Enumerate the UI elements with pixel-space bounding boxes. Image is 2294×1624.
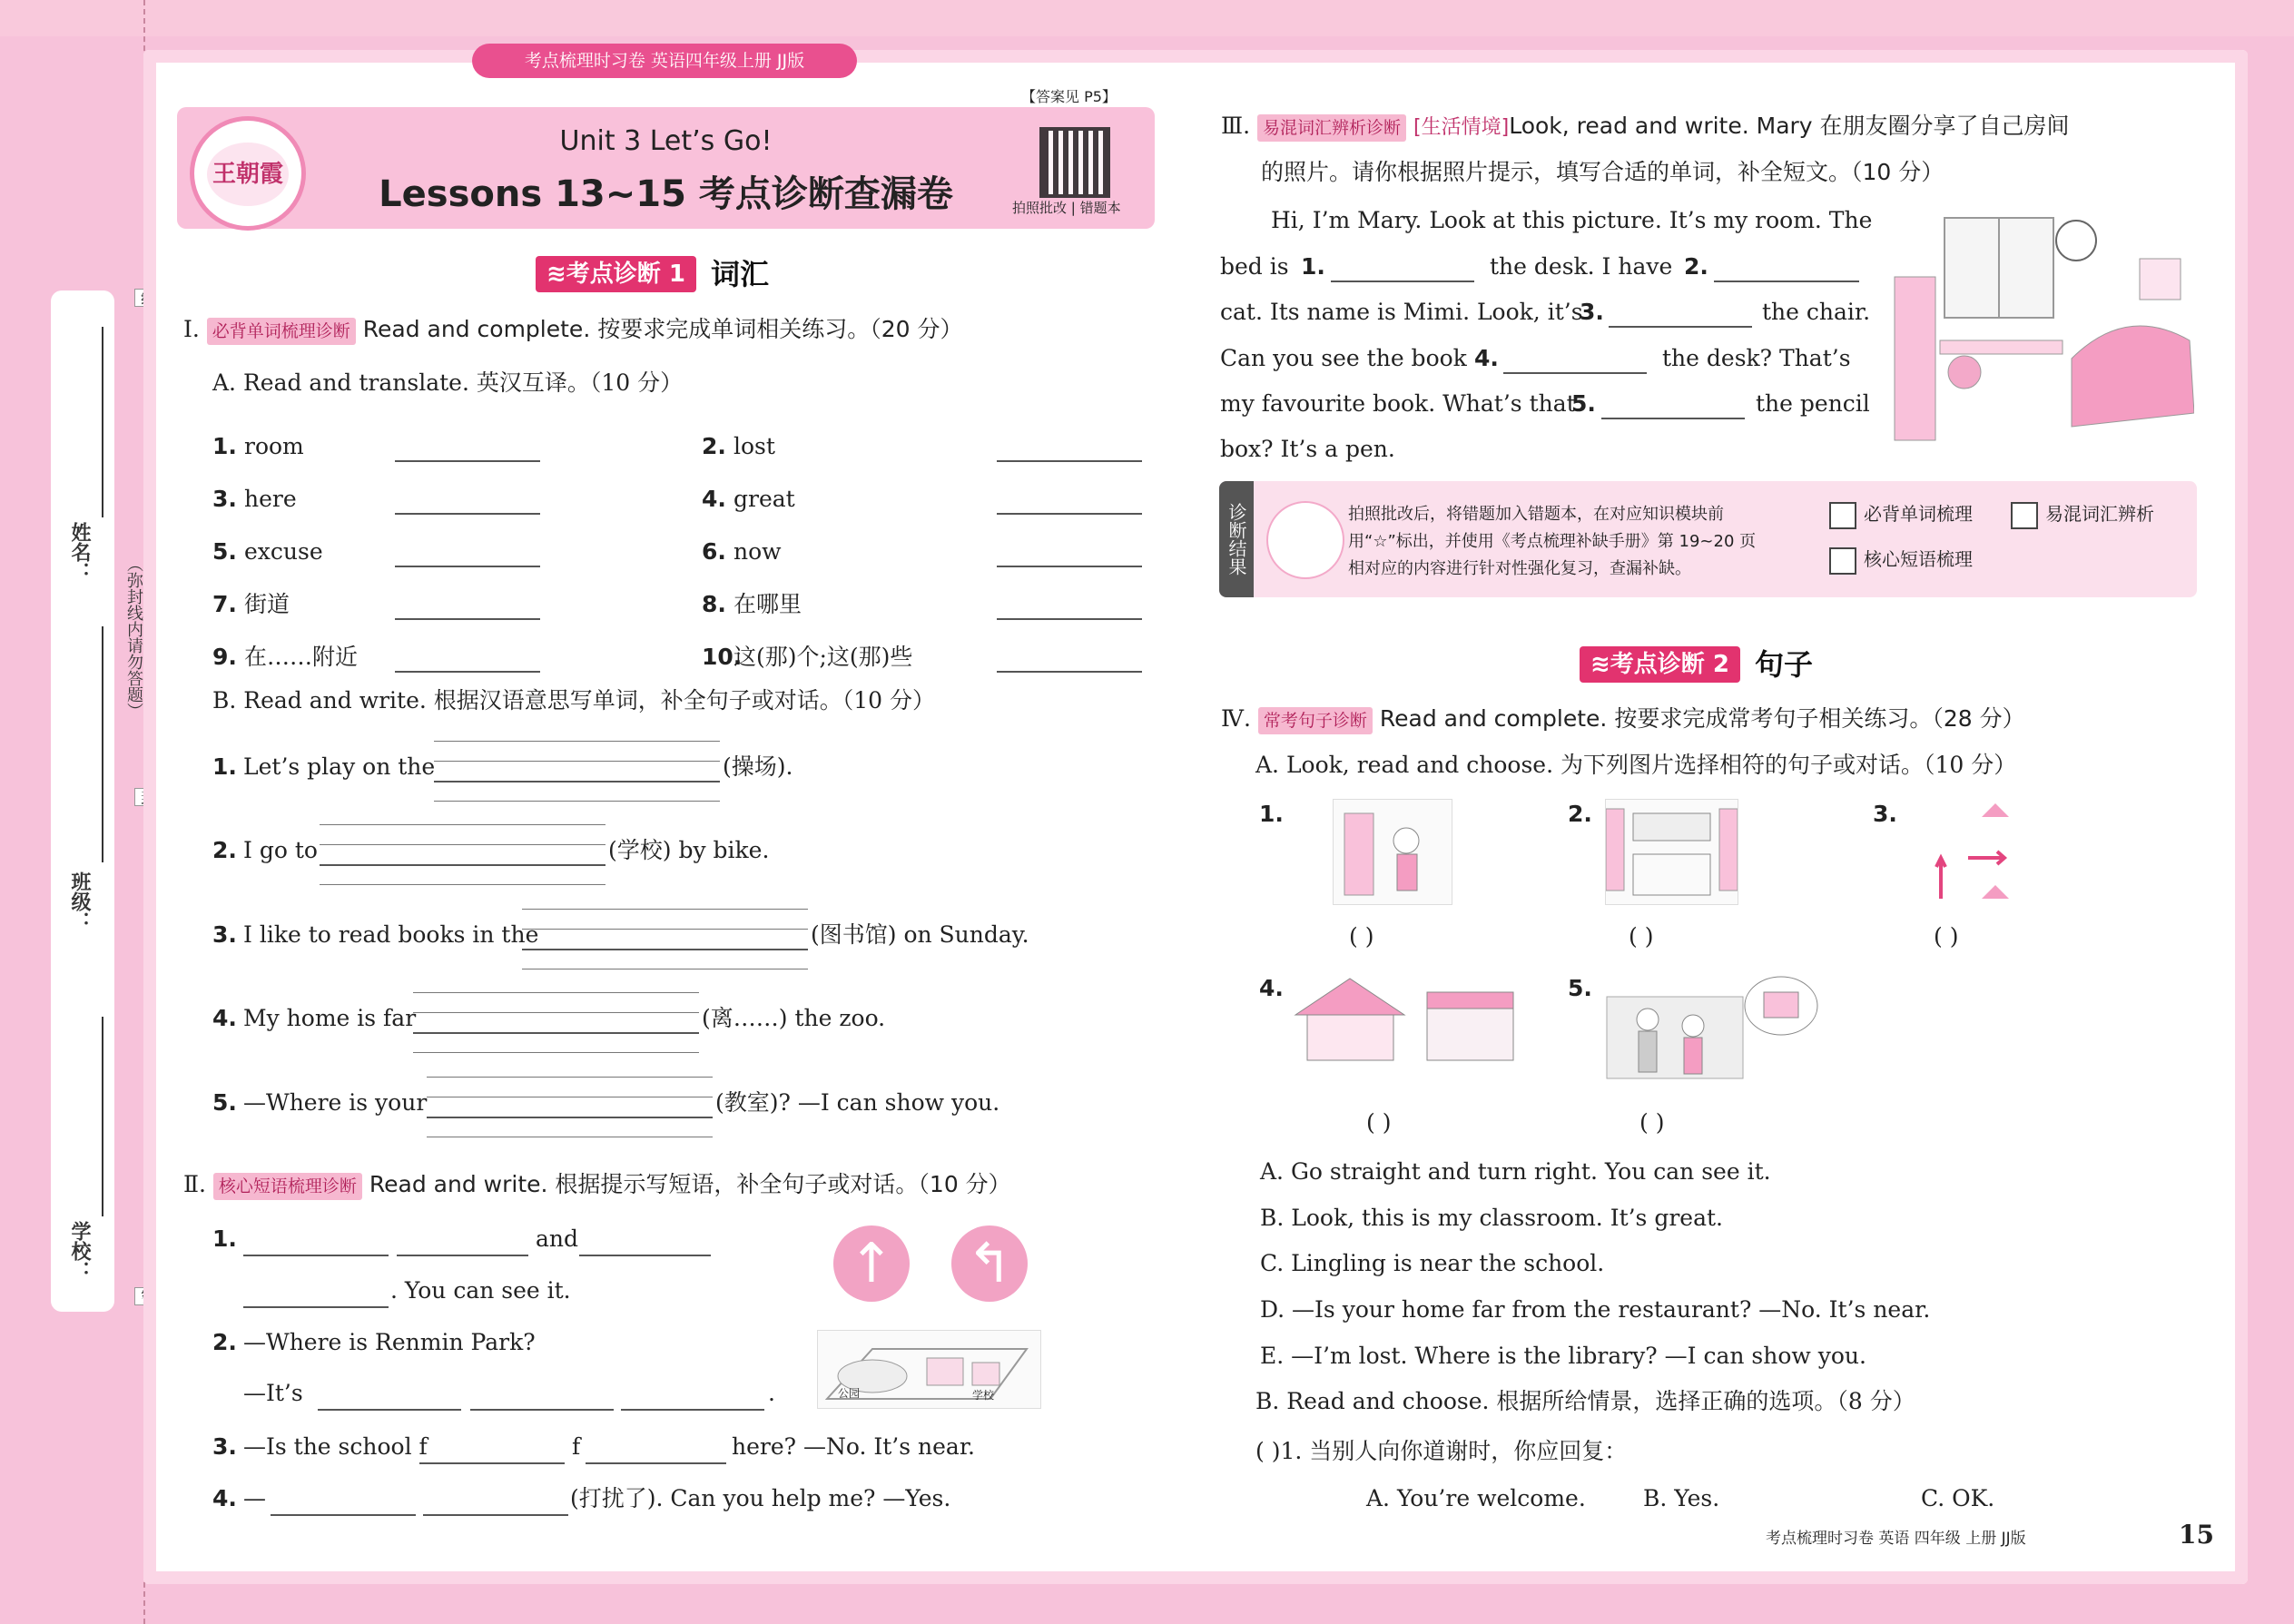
q1-item-number: 10. [702,644,743,670]
q2-4-blank-b[interactable] [423,1514,568,1516]
school-label: 学校： [68,1221,91,1281]
q1-item-number: 8. [702,591,726,617]
q1-item-word: great [733,486,795,512]
q1-item-number: 3. [212,486,237,512]
q3-n3: 3. [1580,299,1604,325]
q1b-suffix: (学校) by bike. [608,837,770,863]
q1-item-number: 2. [702,433,726,459]
pic-5-number: 5. [1568,975,1592,1001]
q1b-writing-line[interactable] [522,949,808,950]
q1b-suffix: (离……) the zoo. [702,1005,886,1031]
qr-caption: 拍照批改 | 错题本 [1012,200,1121,216]
q1-item-blank[interactable] [997,618,1142,620]
q1-pill: 必背单词梳理诊断 [207,318,356,345]
footer-text: 考点梳理时习卷 英语 四年级 上册 JJ版 [1766,1530,2026,1548]
q2-1-blank-b[interactable] [397,1255,528,1256]
q1-item-word: now [733,538,782,565]
binder-panel [51,290,114,1312]
lesson-title: Lessons 13~15 考点诊断查漏卷 [379,173,953,215]
diagnosis-text [1348,501,1756,583]
checkbox-word-label: 必背单词梳理 [1864,503,1973,525]
q2-2-blank-a[interactable] [318,1409,461,1411]
section-2-tag: ≋考点诊断 2 [1580,646,1740,683]
q2-heading [183,1169,1011,1200]
q3-line-4a: Can you see the book [1220,345,1467,371]
diag-text-1: 拍照批改后，将错题加入错题本，在对应知识模块前 [1348,505,1724,524]
q4-option: C. Lingling is near the school. [1260,1250,1605,1276]
q1-item-blank[interactable] [395,566,540,567]
q2-2-question: —Where is Renmin Park? [243,1329,536,1355]
q1-item-number: 4. [702,486,726,512]
q1-item-blank[interactable] [997,513,1142,515]
q1-item-number: 7. [212,591,237,617]
q3-line-5b: the pencil [1756,390,1870,417]
q3-blank-5[interactable] [1601,418,1745,419]
q3-line-3a: cat. Its name is Mimi. Look, it’s [1220,299,1583,325]
checkbox-icon[interactable] [1829,547,1856,575]
q1-title: Read and complete. 按要求完成单词相关练习。（20 分） [362,316,963,342]
page-number: 15 [2179,1520,2214,1550]
pic-2-number: 2. [1568,801,1592,827]
q1b-guide-line [320,824,605,825]
q2-3-a: —Is the school f [243,1433,428,1460]
q1b-suffix: (操场). [723,753,793,780]
q3-n4: 4. [1474,345,1499,371]
q3-n1: 1. [1301,253,1325,280]
q2-4-blank-a[interactable] [271,1514,416,1516]
section-1-tag: ≋考点诊断 1 [536,256,696,292]
q2-item-1-number: 1. [212,1225,237,1252]
q2-1-line2: . You can see it. [390,1277,571,1304]
checkbox-phrase[interactable] [1829,545,1973,575]
q4-pill: 常考句子诊断 [1258,707,1373,734]
q1-item-word: 在……附近 [244,644,359,670]
q4-option: B. Look, this is my classroom. It’s great. [1260,1205,1723,1231]
q1-item-number: 5. [212,538,237,565]
picture-5 [1602,969,1820,1098]
q2-3-b: f [572,1433,581,1460]
q4-option: E. —I’m lost. Where is the library? —I can show you. [1260,1343,1866,1369]
q1-item-blank[interactable] [997,566,1142,567]
q1-item-word: room [244,433,304,459]
checkbox-confusable-label: 易混词汇辨析 [2045,503,2154,525]
q1b-prefix: My home is far [243,1005,417,1031]
q2-4-b: (打扰了). Can you help me? —Yes. [570,1485,951,1511]
q2-1-blank-a[interactable] [243,1255,389,1256]
q3-line-1: Hi, I’m Mary. Look at this picture. It’s my room. The [1271,207,1873,233]
q1-item-number: 9. [212,644,237,670]
q4-number: Ⅳ. [1221,705,1251,732]
q3-line-2a: bed is [1220,253,1289,280]
unit-title: Unit 3 Let’s Go! [559,125,773,157]
q1b-writing-line[interactable] [320,864,605,866]
picture-3 [1923,794,2032,905]
answer-reference: 【答案见 P5】 [1021,88,1117,105]
q2-2-blank-b[interactable] [470,1409,614,1411]
q2-item-4-number: 4. [212,1485,237,1511]
q3-blank-3[interactable] [1609,326,1752,328]
pic-5-paren[interactable]: ( ) [1639,1109,1665,1136]
q1b-prefix: I go to [243,837,318,863]
q1b-suffix: (图书馆) on Sunday. [811,921,1029,948]
q4-option: A. Go straight and turn right. You can see it. [1260,1158,1771,1185]
name-label: 姓名： [68,522,91,582]
q1b-number: 2. [212,837,237,863]
map-label-school: 学校 [972,1389,995,1402]
q3-line-4b: the desk? That’s [1662,345,1851,371]
q2-1-blank-d[interactable] [243,1306,389,1308]
arrow-up-icon: ↑ [833,1225,910,1302]
checkbox-phrase-label: 核心短语梳理 [1864,548,1973,570]
title-banner [177,107,1155,229]
q4-b1-option-b[interactable]: B. Yes. [1643,1485,1720,1511]
checkbox-icon[interactable] [1829,502,1856,529]
q1b-suffix: (教室)? —I can show you. [715,1089,1000,1116]
q1-item-number: 1. [212,433,237,459]
q4-b1-question: ( )1. 当别人向你道谢时，你应回复： [1255,1438,1628,1464]
q1-heading [183,314,962,345]
q1b-guide-line [413,1012,699,1013]
q1-item-word: lost [733,433,775,459]
diagnosis-side-label: 诊断结果 [1219,481,1254,597]
q1b-prefix: I like to read books in the [243,921,539,948]
q1-item-blank[interactable] [395,671,540,673]
top-strip [0,0,2294,36]
q1b-number: 5. [212,1089,237,1116]
q2-3-blank-a[interactable] [419,1462,565,1464]
q3-title: Look, read and write. Mary 在朋友圈分享了自己房间 [1509,113,2070,139]
class-line [102,626,103,862]
pic-2-paren[interactable]: ( ) [1629,923,1654,950]
q1b-number: 3. [212,921,237,948]
q3-pill: 易混词汇辨析诊断 [1257,114,1406,142]
diag-text-2: 用“☆”标出，并使用《考点梳理补缺手册》第 19~20 页 [1348,532,1757,551]
q1b-guide-line [413,1052,699,1053]
name-line [102,327,103,517]
q3-title-line2: 的照片。请你根据照片提示，填写合适的单词，补全短文。（10 分） [1261,159,1944,185]
q1b-guide-line [427,1077,713,1078]
diagnosis-box [1219,481,2197,597]
section-1-label: 词汇 [710,257,769,291]
room-illustration [1890,204,2194,454]
q4-title: Read and complete. 按要求完成常考句子相关练习。（28 分） [1379,705,2025,732]
q2-1-blank-c[interactable] [579,1255,711,1256]
q1-part-a: A. Read and translate. 英汉互译。（10 分） [212,369,684,396]
q2-pill: 核心短语梳理诊断 [213,1173,362,1200]
q4-b1-option-c[interactable]: C. OK. [1921,1485,1995,1511]
q1b-guide-line [434,761,720,762]
q4-part-a: A. Look, read and choose. 为下列图片选择相符的句子或对话。（10 分） [1255,752,2017,778]
q2-2-end: . [768,1380,775,1406]
section-2-header [1580,646,1813,683]
checkbox-confusable[interactable] [2011,499,2154,529]
logo-text: 王朝霞 [207,143,289,206]
checkbox-word[interactable] [1829,499,1973,529]
q3-heading [1221,111,2070,143]
q3-blank-2[interactable] [1714,281,1859,282]
pic-4-paren[interactable]: ( ) [1366,1109,1392,1136]
q1-part-b: B. Read and write. 根据汉语意思写单词，补全句子或对话。（10 分） [212,687,936,714]
picture-4 [1291,969,1522,1068]
q1b-guide-line [522,929,808,930]
diag-text-3: 相对应的内容进行针对性强化复习，查漏补缺。 [1348,559,1691,578]
q1-item-word: 街道 [244,591,290,617]
q3-blank-1[interactable] [1331,281,1474,282]
q1b-guide-line [434,741,720,742]
q1-item-word: 在哪里 [733,591,802,617]
map-label-park: 公园 [838,1387,861,1400]
q4-option: D. —Is your home far from the restaurant? —No. It’s near. [1260,1296,1931,1323]
q2-4-a: — [243,1485,266,1511]
q2-number: Ⅱ. [183,1171,206,1197]
q1b-prefix: Let’s play on the [243,753,436,780]
q3-line-3b: the chair. [1762,299,1871,325]
q2-title: Read and write. 根据提示写短语，补全句子或对话。（10 分） [369,1171,1011,1197]
q1b-guide-line [320,884,605,885]
checkbox-icon[interactable] [2011,502,2038,529]
q1-item-blank[interactable] [395,460,540,462]
pic-4-number: 4. [1259,975,1284,1001]
pic-3-paren[interactable]: ( ) [1934,923,1959,950]
q3-n5: 5. [1571,390,1596,417]
q1-item-blank[interactable] [395,618,540,620]
q2-3-blank-b[interactable] [586,1462,726,1464]
q1b-guide-line [522,909,808,910]
pic-3-number: 3. [1873,801,1897,827]
q3-line-5a: my favourite book. What’s that [1220,390,1576,417]
teacher-avatar [1266,501,1344,579]
q1-item-word: here [244,486,297,512]
q2-3-c: here? —No. It’s near. [732,1433,975,1460]
picture-1 [1333,799,1452,905]
picture-2 [1605,799,1738,905]
header-ribbon: 考点梳理时习卷 英语四年级上册 JJ版 [472,44,857,78]
section-1-header [536,256,769,292]
q1-item-blank[interactable] [395,513,540,515]
q1b-number: 1. [212,753,237,780]
q1b-guide-line [320,844,605,845]
arrow-turn-left-icon: ↰ [951,1225,1028,1302]
q2-1-and: and [536,1225,579,1252]
q1b-guide-line [434,801,720,802]
qr-code-icon[interactable] [1039,127,1110,198]
q1-number: Ⅰ. [183,316,200,342]
q3-n2: 2. [1684,253,1708,280]
q1-item-word: excuse [244,538,323,565]
q3-number: Ⅲ. [1221,113,1251,139]
q1b-writing-line[interactable] [434,781,720,782]
section-2-label: 句子 [1754,647,1813,682]
q3-line-2b: the desk. I have [1490,253,1673,280]
q1b-prefix: —Where is your [243,1089,428,1116]
q2-item-2-number: 2. [212,1329,237,1355]
q1b-writing-line[interactable] [427,1117,713,1118]
q2-2-answer-start: —It’s [243,1380,303,1406]
map-illustration [817,1330,1041,1409]
binder-warning: （弥封线内请勿答题） [124,556,143,719]
q1b-guide-line [413,992,699,993]
q2-2-blank-c[interactable] [621,1409,764,1411]
q4-b1-option-a[interactable]: A. You’re welcome. [1366,1485,1586,1511]
q1b-number: 4. [212,1005,237,1031]
q1-item-blank[interactable] [997,671,1142,673]
q4-heading [1221,704,2025,734]
q3-context: [生活情境] [1413,116,1510,139]
q3-blank-4[interactable] [1503,372,1647,374]
class-label: 班级： [68,871,91,931]
q1-item-word: 这(那)个;这(那)些 [733,644,913,670]
q3-line-6: box? It’s a pen. [1220,436,1395,462]
pic-1-number: 1. [1259,801,1284,827]
q2-item-3-number: 3. [212,1433,237,1460]
school-line [102,1017,103,1216]
q4-part-b: B. Read and choose. 根据所给情景，选择正确的选项。（8 分） [1255,1388,1915,1414]
pic-1-paren[interactable]: ( ) [1349,923,1374,950]
q1b-writing-line[interactable] [413,1032,699,1034]
q1-item-blank[interactable] [997,460,1142,462]
q1-item-number: 6. [702,538,726,565]
